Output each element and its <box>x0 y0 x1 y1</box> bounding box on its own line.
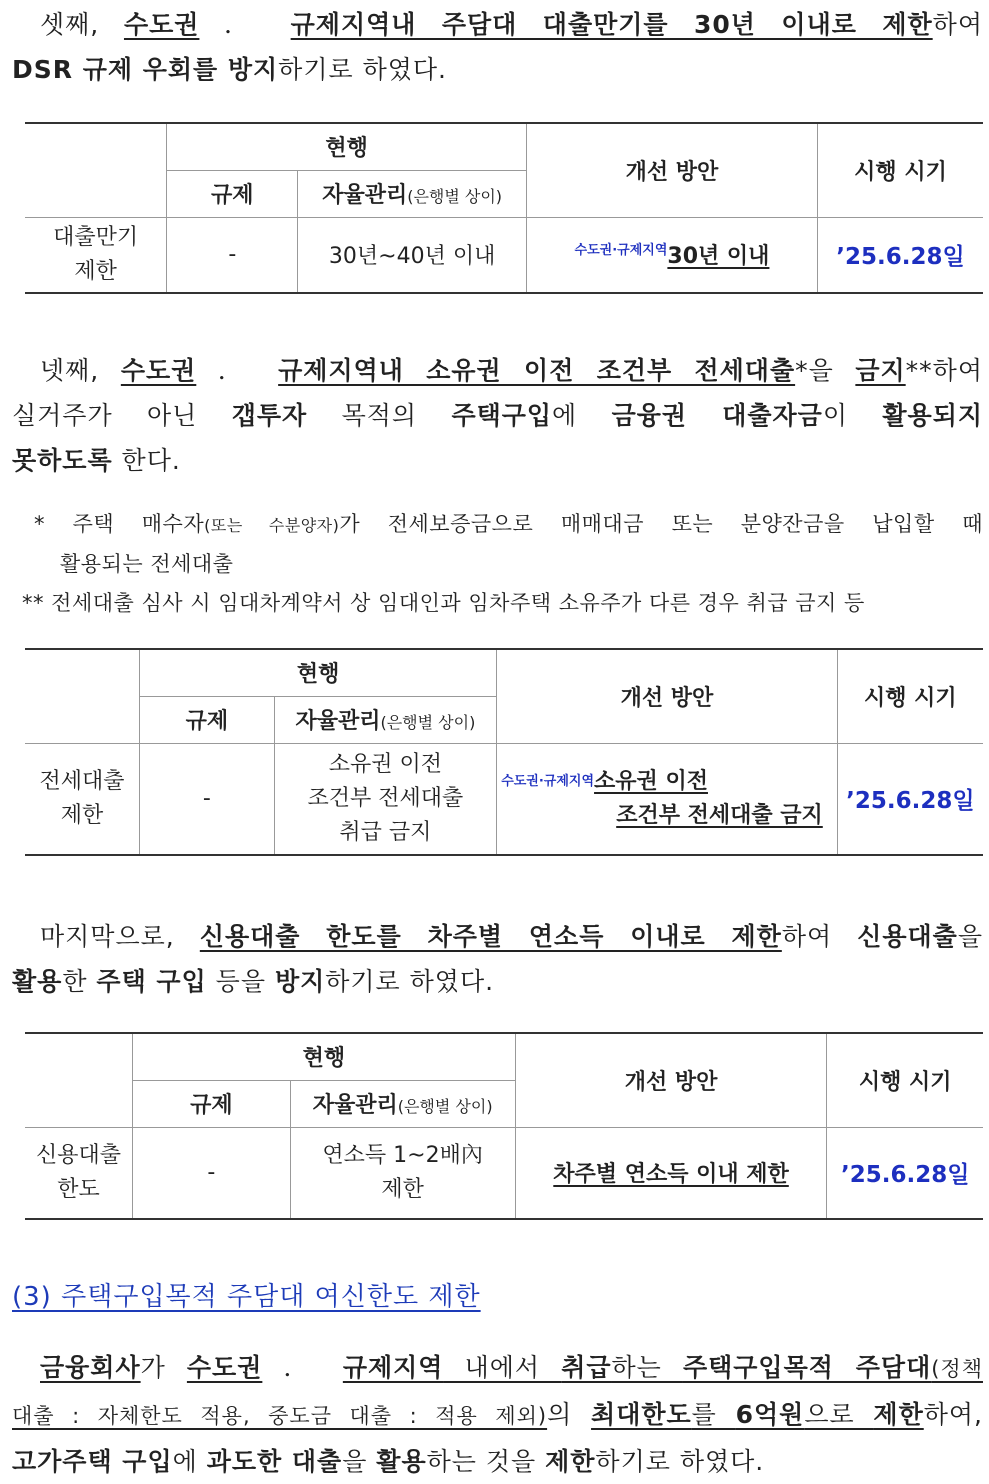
text: 한도 <box>57 1176 100 1202</box>
footnote-1 <box>22 505 983 545</box>
paragraph-line <box>12 959 983 1004</box>
text: 취급 금지 <box>339 819 432 845</box>
text: 대출만기 <box>53 224 139 250</box>
header-regulation: 규제 <box>133 1080 291 1127</box>
text: 활용되지 <box>882 401 983 430</box>
text: 규제지역내 소유권 이전 조건부 전세대출 <box>278 356 796 385</box>
text: ． <box>196 356 279 385</box>
text: 하는 것을 <box>426 1447 546 1476</box>
table-jeonse-loan <box>25 648 983 856</box>
text: 자율관리 <box>322 183 408 208</box>
text: 과도한 대출 <box>206 1447 343 1476</box>
header-date: 시행 시기 <box>817 123 983 217</box>
table-corner <box>25 649 140 743</box>
header-current: 현행 <box>133 1033 516 1080</box>
text: 이 <box>822 401 883 430</box>
text: 수도권 <box>123 10 200 39</box>
text: 주택구입 <box>451 401 553 430</box>
text: 실거주가 아닌 <box>12 401 232 430</box>
paragraph-line <box>12 438 983 483</box>
text: 으로 <box>804 1400 874 1429</box>
text: 의 <box>547 1400 592 1429</box>
text: * 주택 매수자 <box>34 512 205 536</box>
header-plan: 개선 방안 <box>515 1033 827 1127</box>
text: (은행별 상이) <box>397 1097 493 1116</box>
paragraph-fourth <box>12 348 983 483</box>
text: 등을 <box>206 967 275 996</box>
text: 방지 <box>274 967 326 996</box>
text: 취급 <box>561 1353 612 1382</box>
header-self-management <box>298 170 527 217</box>
table-credit-loan <box>25 1032 983 1220</box>
cell-plan <box>497 743 837 855</box>
text: 주택 구입 <box>96 967 207 996</box>
text: 내에서 <box>443 1353 562 1382</box>
text: 신용대출 <box>857 922 958 951</box>
text: 셋째, <box>40 10 124 39</box>
header-regulation: 규제 <box>140 696 275 743</box>
paragraph-line <box>12 914 983 959</box>
text: 제한 <box>545 1447 596 1476</box>
cell-date: ’25.6.28일 <box>817 217 983 293</box>
table-corner <box>25 1033 133 1127</box>
text: DSR 규제 우회를 방지 <box>12 55 279 84</box>
text: (은행별 상이) <box>380 713 476 732</box>
table-corner <box>25 123 167 217</box>
text: 소유권 이전 <box>328 751 443 777</box>
text: 넷째, <box>40 356 121 385</box>
text: ． <box>262 1353 343 1382</box>
footnote-1-cont: 활용되는 전세대출 <box>60 552 234 576</box>
header-date: 시행 시기 <box>827 1033 983 1127</box>
cell-date: ’25.6.28일 <box>827 1127 983 1219</box>
text: 고가주택 구입 <box>12 1447 173 1476</box>
text: 주택구입목적 주담대 <box>682 1353 932 1382</box>
text: 규제지역내 주담대 대출만기를 30년 이내로 제한 <box>290 10 933 39</box>
text: 못하도록 <box>12 446 113 475</box>
text: (3) 주택구입목적 주담대 여신한도 제한 <box>12 1282 481 1312</box>
text: 최대한도 <box>591 1400 692 1429</box>
text: 금융권 대출자금 <box>611 401 823 430</box>
header-self-management <box>274 696 497 743</box>
footnotes <box>22 505 983 623</box>
text: 자율관리 <box>295 709 381 734</box>
text: 활용 <box>12 967 63 996</box>
text: 수도권·규제지역 <box>574 243 668 259</box>
header-current: 현행 <box>167 123 527 170</box>
section-title <box>12 1276 481 1313</box>
text: 6억원 <box>735 1400 805 1429</box>
cell-regulation: - <box>140 743 275 855</box>
text: (또는 수분양자) <box>204 516 340 535</box>
paragraph-line <box>12 1392 983 1439</box>
text: 차주별 연소득 이내 제한 <box>553 1162 789 1188</box>
text: 하여 <box>781 922 858 951</box>
text: 마지막으로, <box>40 922 200 951</box>
text: 제한 <box>873 1400 924 1429</box>
text: (정책 <box>931 1357 983 1381</box>
header-self-management <box>290 1080 515 1127</box>
paragraph-last <box>12 914 983 1004</box>
cell-regulation: - <box>167 217 298 293</box>
text: 갭투자 <box>231 401 308 430</box>
paragraph-line <box>12 47 983 92</box>
text: 전세대출 <box>39 768 125 794</box>
paragraph-line <box>12 348 983 393</box>
text: 수도권 <box>120 356 197 385</box>
header-date: 시행 시기 <box>837 649 983 743</box>
text: 30년 이내 <box>667 244 770 270</box>
text: 수도권·규제지역 <box>501 773 595 789</box>
paragraph-line <box>12 393 983 438</box>
cell-regulation: - <box>133 1127 291 1219</box>
text: 대출 : 자체한도 적용, 중도금 대출 : 적용 제외) <box>12 1404 548 1428</box>
text: 하기로 하였다. <box>595 1447 765 1476</box>
text: 소유권 이전 <box>594 768 708 794</box>
text: 에 <box>552 401 612 430</box>
text: 한다. <box>112 446 181 475</box>
text: 가 전세보증금으로 매매대금 또는 분양잔금을 납입할 때 <box>339 512 983 536</box>
text: 하여 <box>932 10 983 39</box>
text: 조건부 전세대출 <box>307 785 464 811</box>
text: 제한 <box>60 802 104 828</box>
text: 제한 <box>74 258 117 284</box>
text: 목적의 <box>307 401 452 430</box>
text: 활용 <box>376 1447 427 1476</box>
footnote-2: ** 전세대출 심사 시 임대차계약서 상 임대인과 임차주택 소유주가 다른 경우 취급 금지 등 <box>22 591 865 615</box>
text: 수도권 <box>186 1353 263 1382</box>
header-plan: 개선 방안 <box>497 649 837 743</box>
text: 신용대출 <box>36 1142 122 1168</box>
text: ． <box>199 10 291 39</box>
text: 제한 <box>381 1176 424 1202</box>
paragraph-line <box>12 2 983 47</box>
text: 하기로 하였다. <box>325 967 495 996</box>
text: 가 <box>140 1353 187 1382</box>
text: 금융회사 <box>40 1353 141 1382</box>
text: 자율관리 <box>312 1093 398 1118</box>
text: 을 <box>957 922 983 951</box>
text: *을 <box>795 356 856 385</box>
header-plan: 개선 방안 <box>526 123 817 217</box>
text: 하는 <box>611 1353 683 1382</box>
plan-line-2 <box>501 803 823 828</box>
row-label <box>25 743 140 855</box>
text: 를 <box>691 1400 736 1429</box>
header-current: 현행 <box>140 649 497 696</box>
text: 하기로 하였다. <box>278 55 447 84</box>
cell-plan <box>526 217 817 293</box>
cell-self-management: 30년~40년 이내 <box>298 217 527 293</box>
text: 을 <box>342 1447 377 1476</box>
text: 금지 <box>855 356 906 385</box>
paragraph-line <box>12 1345 983 1392</box>
row-label <box>25 1127 133 1219</box>
paragraph-third <box>12 2 983 92</box>
text: **하여 <box>905 356 983 385</box>
text: 한 <box>62 967 97 996</box>
text: 조건부 전세대출 금지 <box>616 802 823 828</box>
cell-plan <box>515 1127 827 1219</box>
text: (은행별 상이) <box>407 187 503 206</box>
text: 에 <box>172 1447 207 1476</box>
header-regulation: 규제 <box>167 170 298 217</box>
paragraph-section3 <box>12 1345 983 1484</box>
table-loan-maturity <box>25 122 983 294</box>
paragraph-line <box>12 1439 983 1484</box>
row-label <box>25 217 167 293</box>
text: 신용대출 한도를 차주별 연소득 이내로 제한 <box>199 922 782 951</box>
cell-self-management <box>274 743 497 855</box>
cell-self-management <box>290 1127 515 1219</box>
text: 연소득 1~2배內 <box>322 1142 483 1168</box>
text: 규제지역 <box>342 1353 444 1382</box>
cell-date: ’25.6.28일 <box>837 743 983 855</box>
text: 하여, <box>923 1400 983 1429</box>
